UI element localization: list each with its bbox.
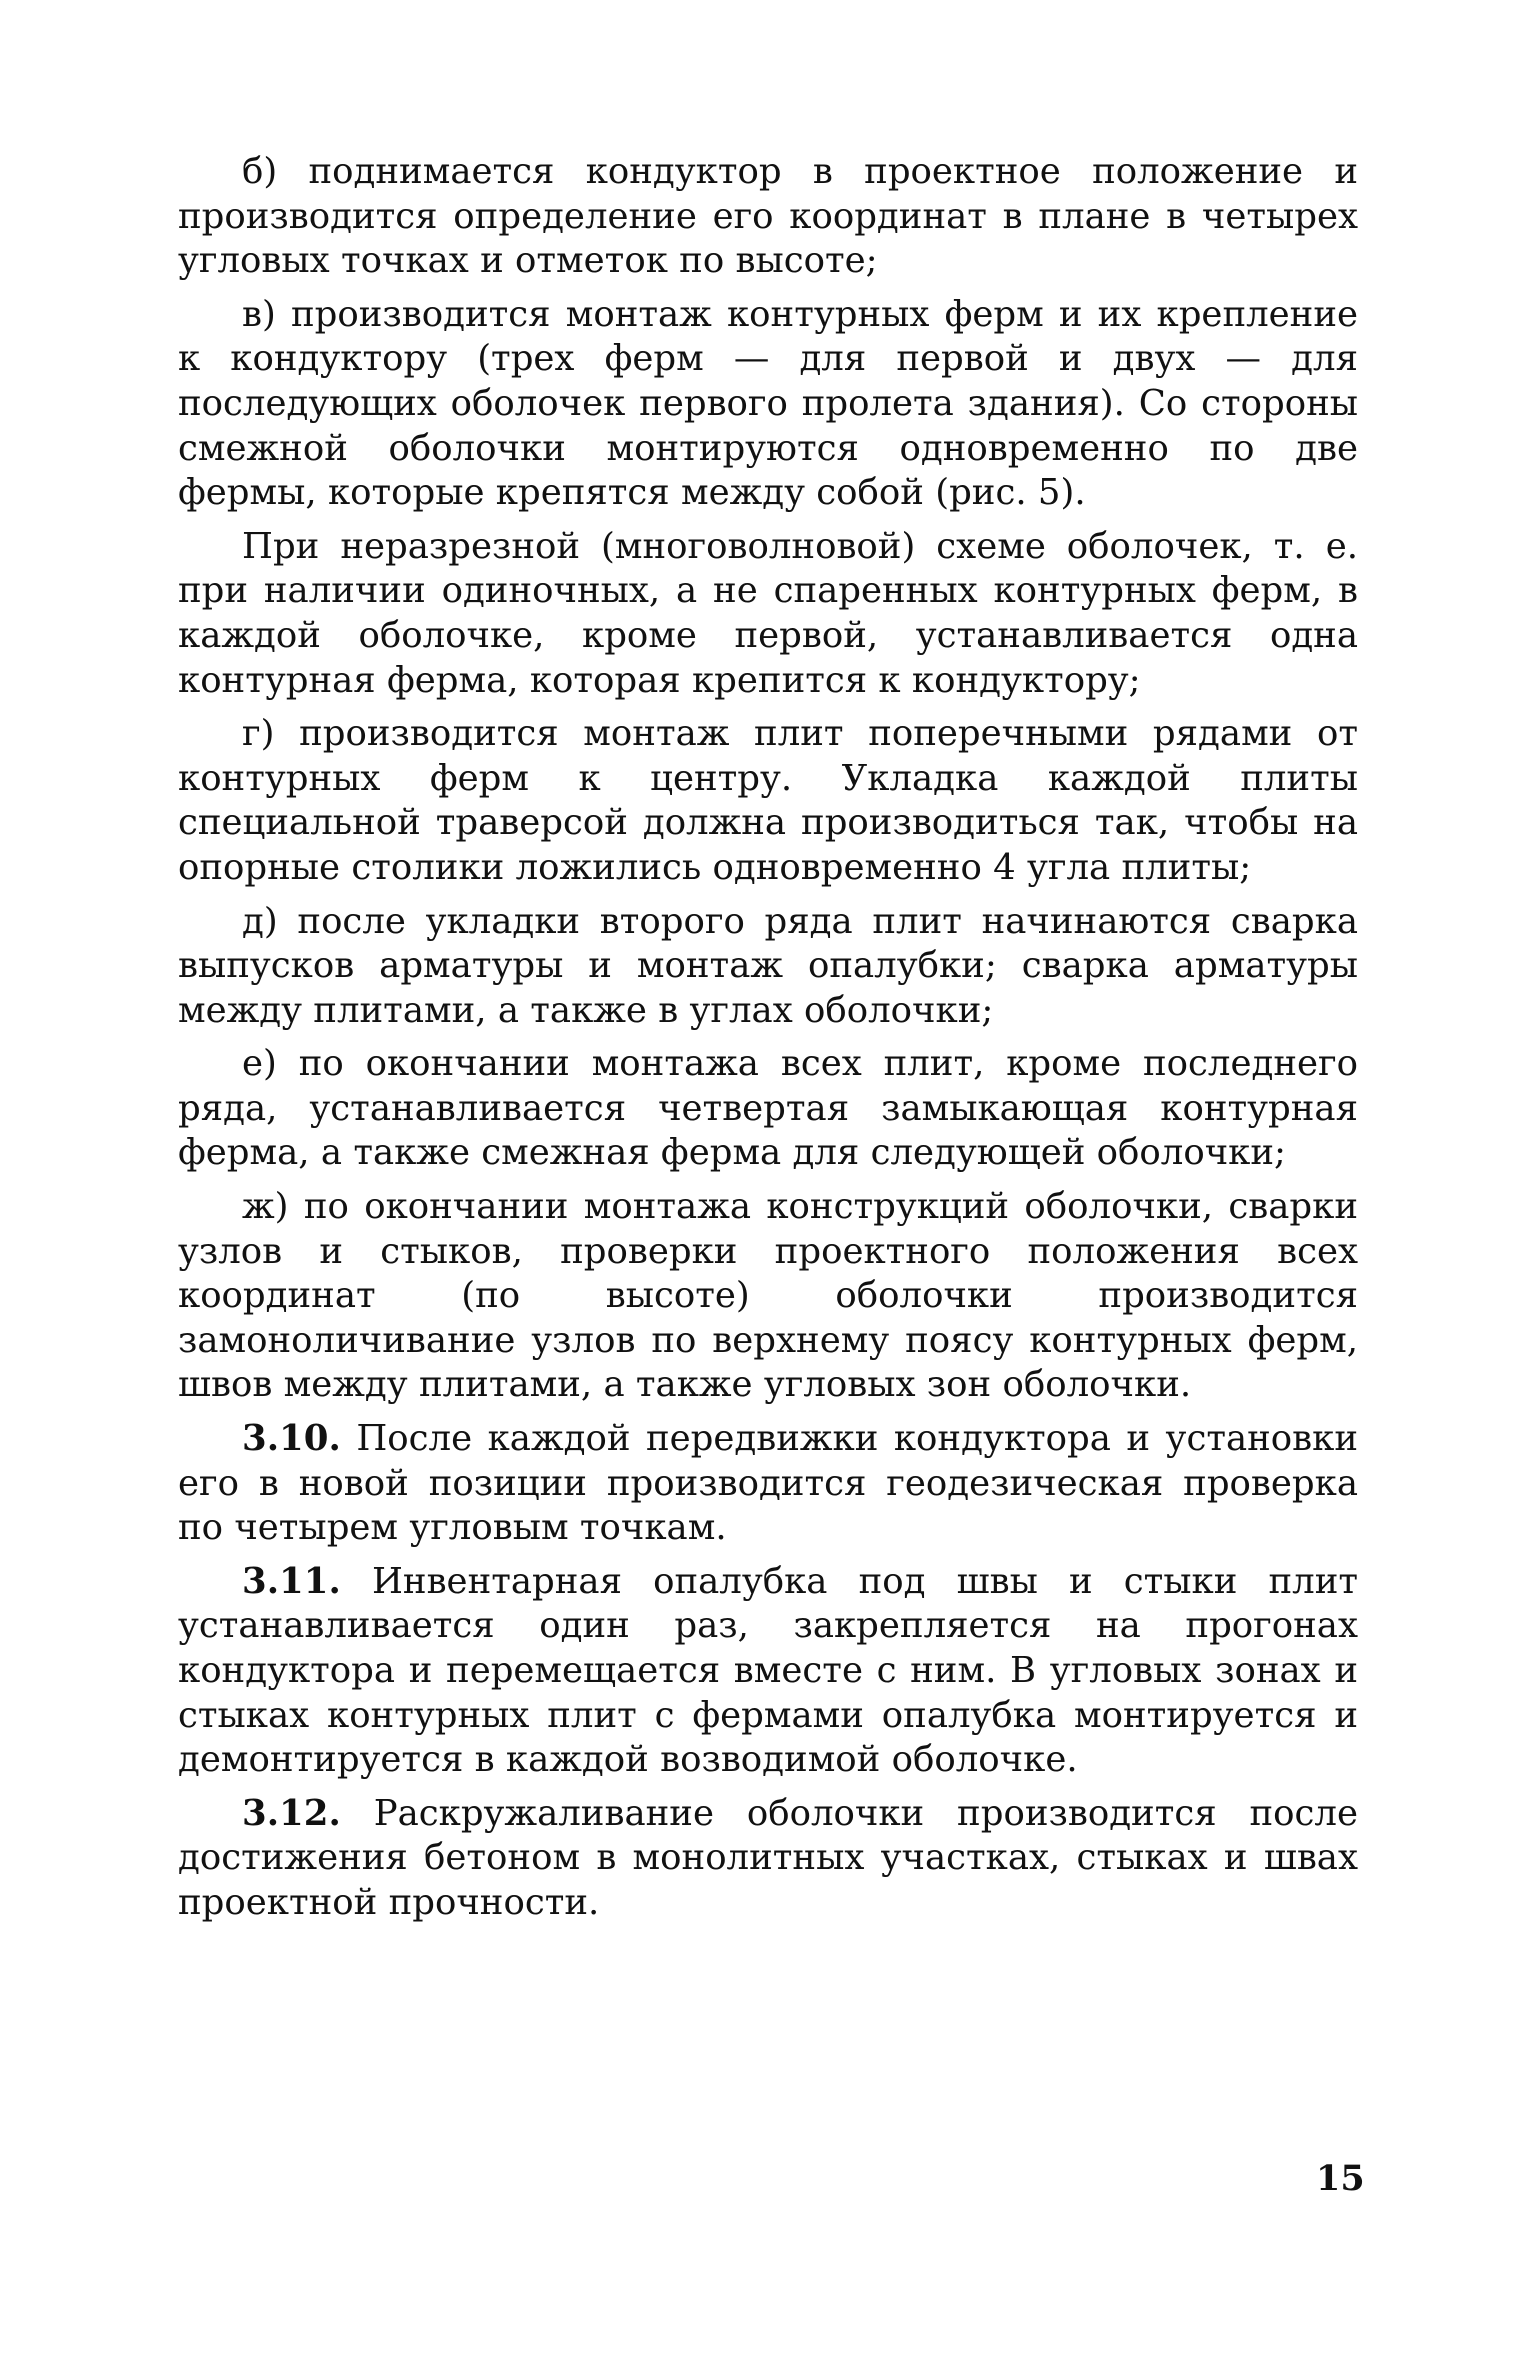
paragraph-d: д) после укладки второго ряда плит начинаются сварка выпусков арматуры и монтаж опалубки; сварка арматуры между плитами, а также в углах оболочки; (178, 900, 1358, 1031)
paragraph-b: б) поднимается кондуктор в проектное положение и производится определение его координат в плане в четырех угловых точках и отметок по высоте; (178, 151, 1358, 282)
section-text: Инвентарная опалубка под швы и стыки плит устанавливается один раз, закрепляется на прогонах кондуктора и перемещается вместе с ним. В угловых зонах и стыках контурных плит с фермами опалубка монтируется и демонтируется в каждой возводимой оболочке. (178, 1560, 1358, 1781)
section-number: 3.12. (242, 1792, 341, 1834)
section-number: 3.11. (242, 1560, 341, 1602)
section-3-11 (178, 1560, 1358, 1783)
paragraph-continuous-scheme: При неразрезной (многоволновой) схеме оболочек, т. е. при наличии одиночных, а не спаренных контурных ферм, в каждой оболочке, кроме первой, устанавливается одна контурная ферма, которая крепится к кондуктору; (178, 525, 1358, 701)
paragraph-v: в) производится монтаж контурных ферм и их крепление к кондуктору (трех ферм — для первой и двух — для последующих оболочек первого пролета здания). Со стороны смежной оболочки монтируются одновременно по две фермы, которые крепятся между собой (рис. 5). (178, 293, 1358, 514)
section-text: Раскружаливание оболочки производится после достижения бетоном в монолитных участках, стыках и швах проектной прочности. (178, 1792, 1358, 1923)
section-3-12 (178, 1792, 1358, 1926)
document-page (178, 150, 1358, 1926)
section-number: 3.10. (242, 1418, 341, 1460)
section-3-10 (178, 1417, 1358, 1551)
page-number: 15 (1316, 2158, 1365, 2199)
paragraph-e: е) по окончании монтажа всех плит, кроме последнего ряда, устанавливается четвертая замыкающая контурная ферма, а также смежная ферма для следующей оболочки; (178, 1043, 1358, 1174)
paragraph-g: г) производится монтаж плит поперечными рядами от контурных ферм к центру. Укладка каждой плиты специальной траверсой должна производиться так, чтобы на опорные столики ложились одновременно 4 угла плиты; (178, 713, 1358, 888)
section-text: После каждой передвижки кондуктора и установки его в новой позиции производится геодезическая проверка по четырем угловым точкам. (178, 1418, 1359, 1549)
paragraph-zh: ж) по окончании монтажа конструкций оболочки, сварки узлов и стыков, проверки проектного положения всех координат (по высоте) оболочки производится замоноличивание узлов по верхнему поясу контурных ферм, швов между плитами, а также угловых зон оболочки. (178, 1186, 1358, 1406)
